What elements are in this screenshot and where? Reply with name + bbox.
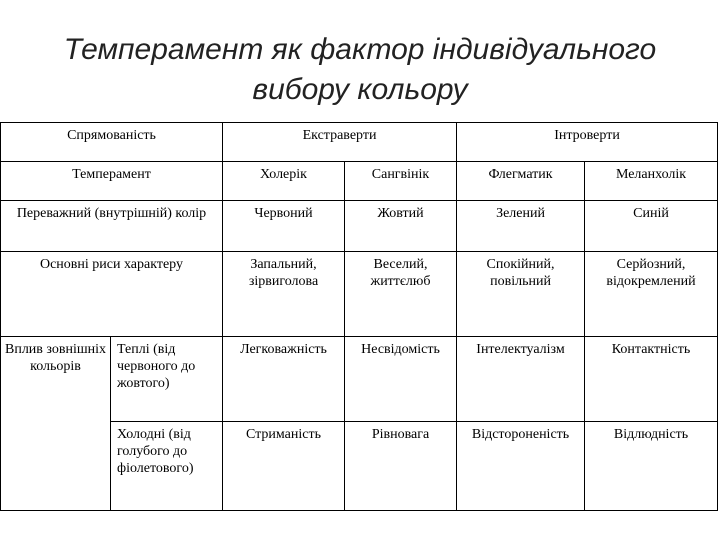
row-label-cold: Холодні (від голубого до фіолетового) — [111, 422, 223, 511]
header-introverts: Інтроверти — [457, 123, 718, 162]
cell-color-blue: Синій — [585, 201, 718, 252]
header-orientation: Спрямованість — [1, 123, 223, 162]
title-line-2: вибору кольору — [252, 73, 468, 106]
table-row — [1, 252, 718, 337]
table-row — [1, 201, 718, 252]
cell-color-yellow: Жовтий — [345, 201, 457, 252]
cell-warm-melancholic: Контактність — [585, 337, 718, 422]
cell-traits-phlegmatic: Спокійний, повільний — [457, 252, 585, 337]
cell-warm-phlegmatic: Інтелектуалізм — [457, 337, 585, 422]
row-label-traits: Основні риси характеру — [1, 252, 223, 337]
row-label-temperament: Темперамент — [1, 162, 223, 201]
cell-sanguine: Сангвінік — [345, 162, 457, 201]
row-label-influence: Вплив зовнішніх кольорів — [1, 337, 111, 511]
cell-traits-sanguine: Веселий, життєлюб — [345, 252, 457, 337]
cell-color-green: Зелений — [457, 201, 585, 252]
cell-traits-choleric: Запальний, зірвиголова — [223, 252, 345, 337]
page-title — [0, 30, 720, 110]
cell-cold-melancholic: Відлюдність — [585, 422, 718, 511]
cell-melancholic: Меланхолік — [585, 162, 718, 201]
cell-traits-melancholic: Серйозний, відокремлений — [585, 252, 718, 337]
title-line-1: Темперамент як фактор індивідуального — [63, 33, 657, 66]
temperament-color-table — [0, 122, 718, 511]
table-header-row — [1, 123, 718, 162]
header-extraverts: Екстраверти — [223, 123, 457, 162]
cell-color-red: Червоний — [223, 201, 345, 252]
cell-warm-sanguine: Несвідомість — [345, 337, 457, 422]
cell-cold-sanguine: Рівновага — [345, 422, 457, 511]
row-label-warm: Теплі (від червоного до жовтого) — [111, 337, 223, 422]
row-label-color: Переважний (внутрішній) колір — [1, 201, 223, 252]
cell-cold-phlegmatic: Відстороненість — [457, 422, 585, 511]
cell-choleric: Холерік — [223, 162, 345, 201]
table-row — [1, 162, 718, 201]
cell-cold-choleric: Стриманість — [223, 422, 345, 511]
cell-warm-choleric: Легковажність — [223, 337, 345, 422]
cell-phlegmatic: Флегматик — [457, 162, 585, 201]
table-row — [1, 337, 718, 422]
